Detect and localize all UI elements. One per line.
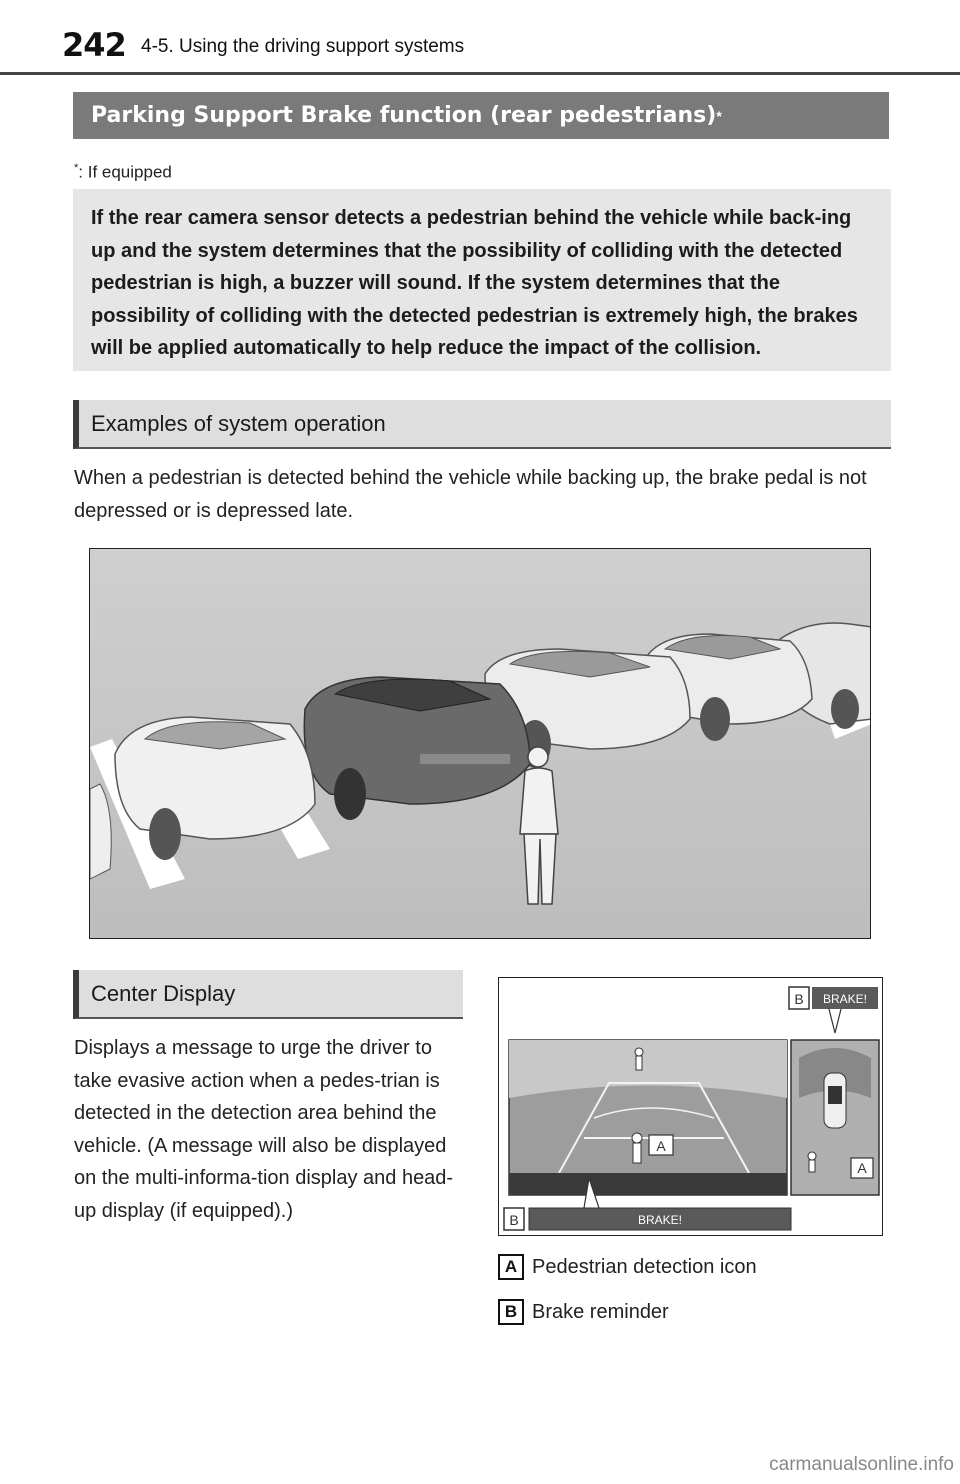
legend-key-b: B [498,1299,524,1325]
examples-paragraph: When a pedestrian is detected behind the vehicle while backing up, the brake pedal is not depressed or is depressed late. [74,467,867,522]
callout-a-letter-main: A [656,1138,666,1154]
brake-warning-bottom-label: BRAKE! [637,1213,683,1227]
center-display-paragraph: Displays a message to urge the driver to take evasive action when a pedes-trian is detected in the detection area behind the vehicle. (A message will also be displayed on the multi-informa-tion display and head-up display (if equipped).) [74,1037,454,1222]
brake-warning-top-label: BRAKE! [822,992,868,1006]
callout-b-letter-bottom: B [509,1212,519,1228]
legend-label-b: Brake reminder [532,1300,669,1323]
watermark: carmanualsonline.info [769,1454,954,1475]
page-number: 242 [62,26,126,64]
intro-box: If the rear camera sensor detects a pedestrian behind the vehicle while back-ing up and the system determines that the possibility of colliding with the detected pedestrian is high, a buzzer will sound. If the system determines that the possibility of colliding with the detected pedestrian is extremely high, the brakes will be applied automatically to help reduce the impact of the collision. [73,189,891,371]
legend-label-a: Pedestrian detection icon [532,1255,757,1278]
callout-a-letter-side: A [857,1160,867,1176]
parking-lot-illustration [89,548,871,939]
header-rule [0,72,960,75]
legend-key-a: A [498,1254,524,1280]
parking-lot-scene [90,549,871,939]
center-display-diagram [499,978,883,1236]
page-title: Parking Support Brake function (rear pedestrians) [91,103,717,128]
legend-item-a [498,1254,757,1280]
callout-b-letter-top: B [794,991,804,1007]
footnote [74,162,172,183]
title-asterisk: * [716,107,722,124]
section-heading-examples: Examples of system operation [73,400,891,449]
footnote-marker: * [74,162,79,174]
section-title-bar [73,92,889,139]
section-heading-center-display: Center Display [73,970,463,1019]
center-display-screen [498,977,883,1236]
legend-item-b [498,1299,669,1325]
footnote-text: : If equipped [78,162,172,182]
running-header: 4-5. Using the driving support systems [141,36,465,57]
